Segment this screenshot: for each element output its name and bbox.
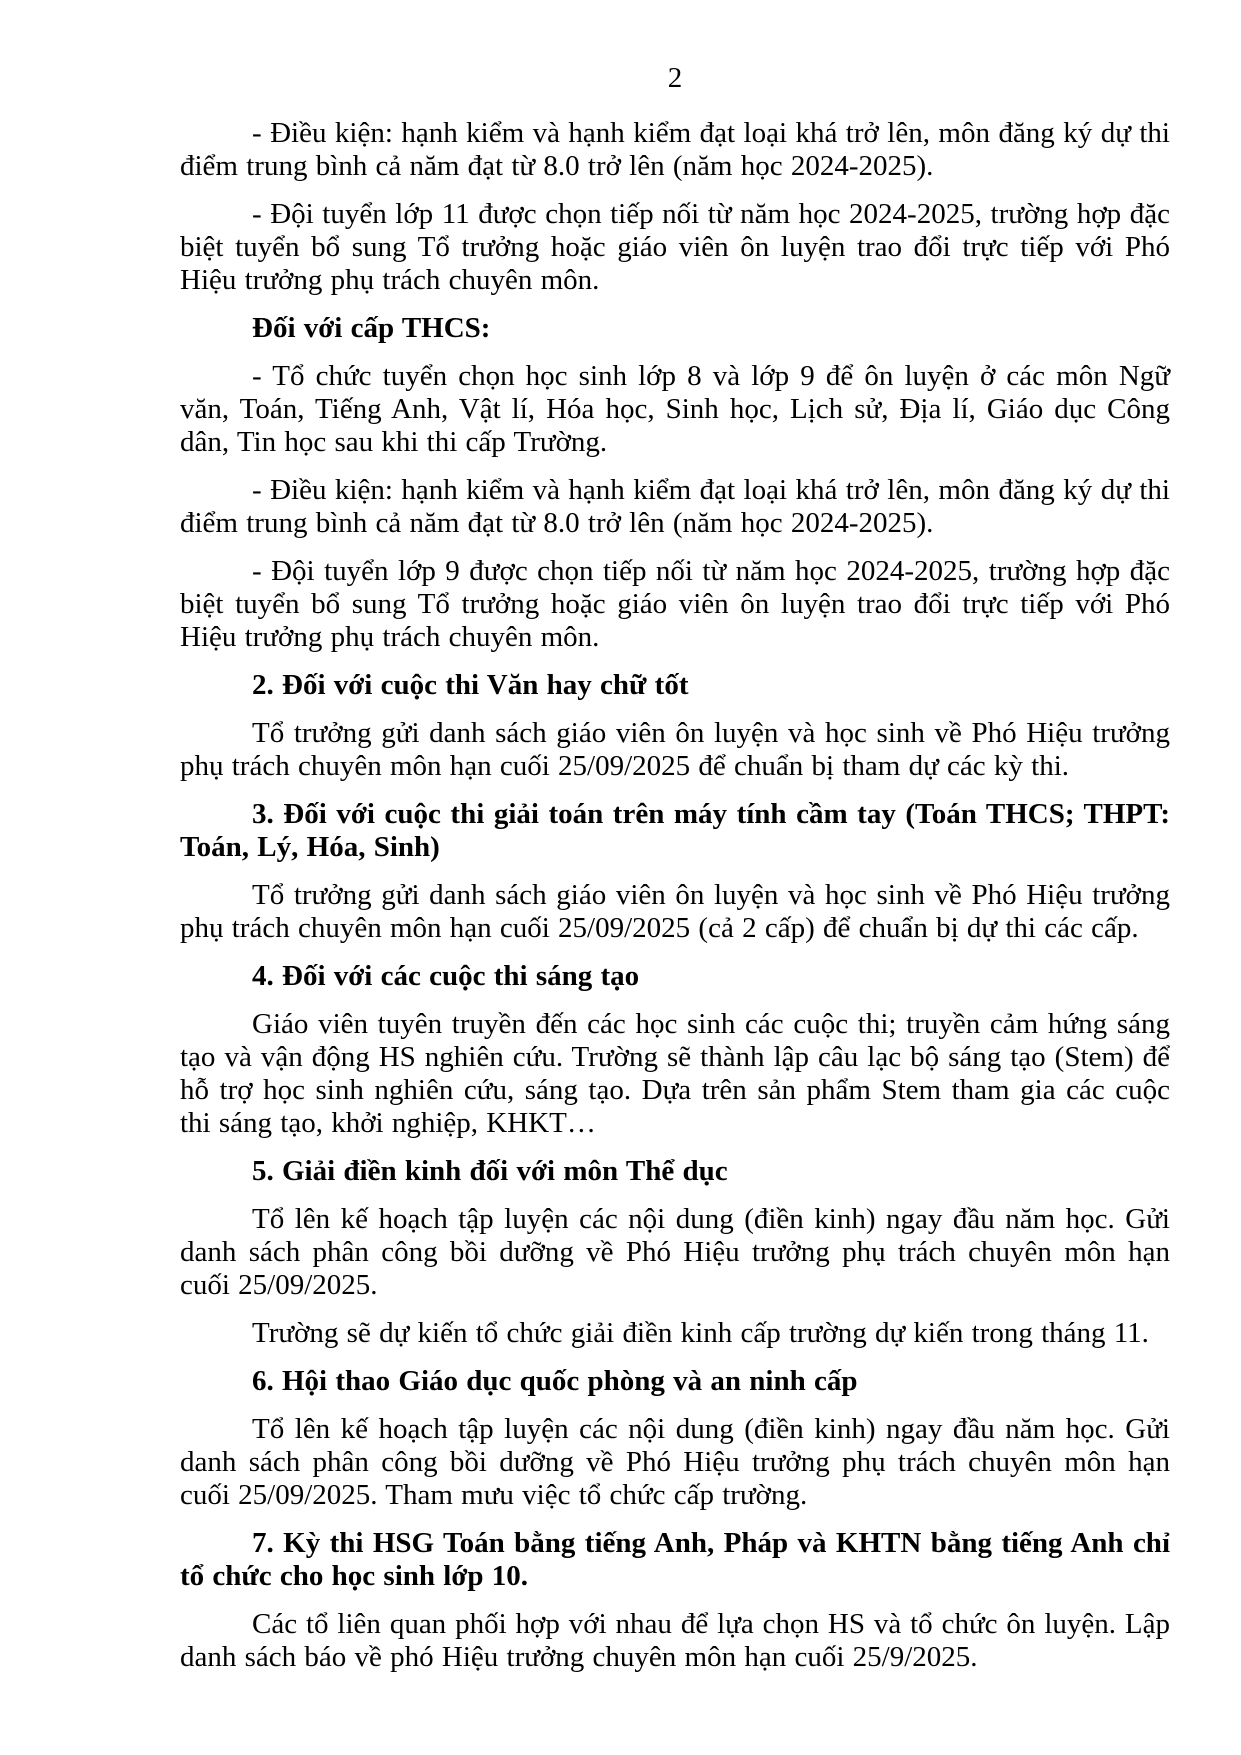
section-heading: Đối với cấp THCS: — [252, 312, 491, 344]
body-paragraph: - Đội tuyển lớp 9 được chọn tiếp nối từ năm học 2024-2025, trường hợp đặc biệt tuyển bổ sung Tổ trưởng hoặc giáo viên ôn luyện trao đổi trực tiếp với Phó Hiệu trưởng phụ trách chuyên môn. — [180, 555, 1170, 653]
section-heading: 3. Đối với cuộc thi giải toán trên máy tính cầm tay (Toán THCS; THPT: Toán, Lý, Hóa, Sinh) — [180, 798, 1170, 863]
body-paragraph: Giáo viên tuyên truyền đến các học sinh các cuộc thi; truyền cảm hứng sáng tạo và vận động HS nghiên cứu. Trường sẽ thành lập câu lạc bộ sáng tạo (Stem) để hỗ trợ học sinh nghiên cứu, sáng tạo. Dựa trên sản phẩm Stem tham gia các cuộc thi sáng tạo, khởi nghiệp, KHKT… — [180, 1008, 1170, 1139]
body-paragraph: Tổ lên kế hoạch tập luyện các nội dung (điền kinh) ngay đầu năm học. Gửi danh sách phân công bồi dưỡng về Phó Hiệu trưởng phụ trách chuyên môn hạn cuối 25/09/2025. Tham mưu việc tổ chức cấp trường. — [180, 1413, 1170, 1511]
section-heading: 7. Kỳ thi HSG Toán bằng tiếng Anh, Pháp và KHTN bằng tiếng Anh chỉ tổ chức cho học sinh lớp 10. — [180, 1527, 1170, 1592]
body-paragraph: - Điều kiện: hạnh kiểm và hạnh kiểm đạt loại khá trở lên, môn đăng ký dự thi điểm trung bình cả năm đạt từ 8.0 trở lên (năm học 2024-2025). — [180, 117, 1170, 182]
body-paragraph: Trường sẽ dự kiến tổ chức giải điền kinh cấp trường dự kiến trong tháng 11. — [252, 1317, 1149, 1349]
section-heading: 2. Đối với cuộc thi Văn hay chữ tốt — [252, 669, 689, 701]
section-heading: 4. Đối với các cuộc thi sáng tạo — [252, 960, 640, 992]
body-paragraph: - Tổ chức tuyển chọn học sinh lớp 8 và lớp 9 để ôn luyện ở các môn Ngữ văn, Toán, Tiếng Anh, Vật lí, Hóa học, Sinh học, Lịch sử, Địa lí, Giáo dục Công dân, Tin học sau khi thi cấp Trường. — [180, 360, 1170, 458]
page-number: 2 — [667, 62, 683, 94]
document-body — [180, 117, 1170, 1674]
body-paragraph: - Đội tuyển lớp 11 được chọn tiếp nối từ năm học 2024-2025, trường hợp đặc biệt tuyển bổ sung Tổ trưởng hoặc giáo viên ôn luyện trao đổi trực tiếp với Phó Hiệu trưởng phụ trách chuyên môn. — [180, 198, 1170, 296]
body-paragraph: Các tổ liên quan phối hợp với nhau để lựa chọn HS và tổ chức ôn luyện. Lập danh sách báo về phó Hiệu trưởng chuyên môn hạn cuối 25/9/2025. — [180, 1608, 1170, 1673]
section-heading: 5. Giải điền kinh đối với môn Thể dục — [252, 1155, 728, 1187]
body-paragraph: Tổ trưởng gửi danh sách giáo viên ôn luyện và học sinh về Phó Hiệu trưởng phụ trách chuyên môn hạn cuối 25/09/2025 (cả 2 cấp) để chuẩn bị dự thi các cấp. — [180, 879, 1170, 944]
body-paragraph: Tổ lên kế hoạch tập luyện các nội dung (điền kinh) ngay đầu năm học. Gửi danh sách phân công bồi dưỡng về Phó Hiệu trưởng phụ trách chuyên môn hạn cuối 25/09/2025. — [180, 1203, 1170, 1301]
body-paragraph: - Điều kiện: hạnh kiểm và hạnh kiểm đạt loại khá trở lên, môn đăng ký dự thi điểm trung bình cả năm đạt từ 8.0 trở lên (năm học 2024-2025). — [180, 474, 1170, 539]
body-paragraph: Tổ trưởng gửi danh sách giáo viên ôn luyện và học sinh về Phó Hiệu trưởng phụ trách chuyên môn hạn cuối 25/09/2025 để chuẩn bị tham dự các kỳ thi. — [180, 717, 1170, 782]
section-heading: 6. Hội thao Giáo dục quốc phòng và an ninh cấp — [252, 1365, 858, 1397]
